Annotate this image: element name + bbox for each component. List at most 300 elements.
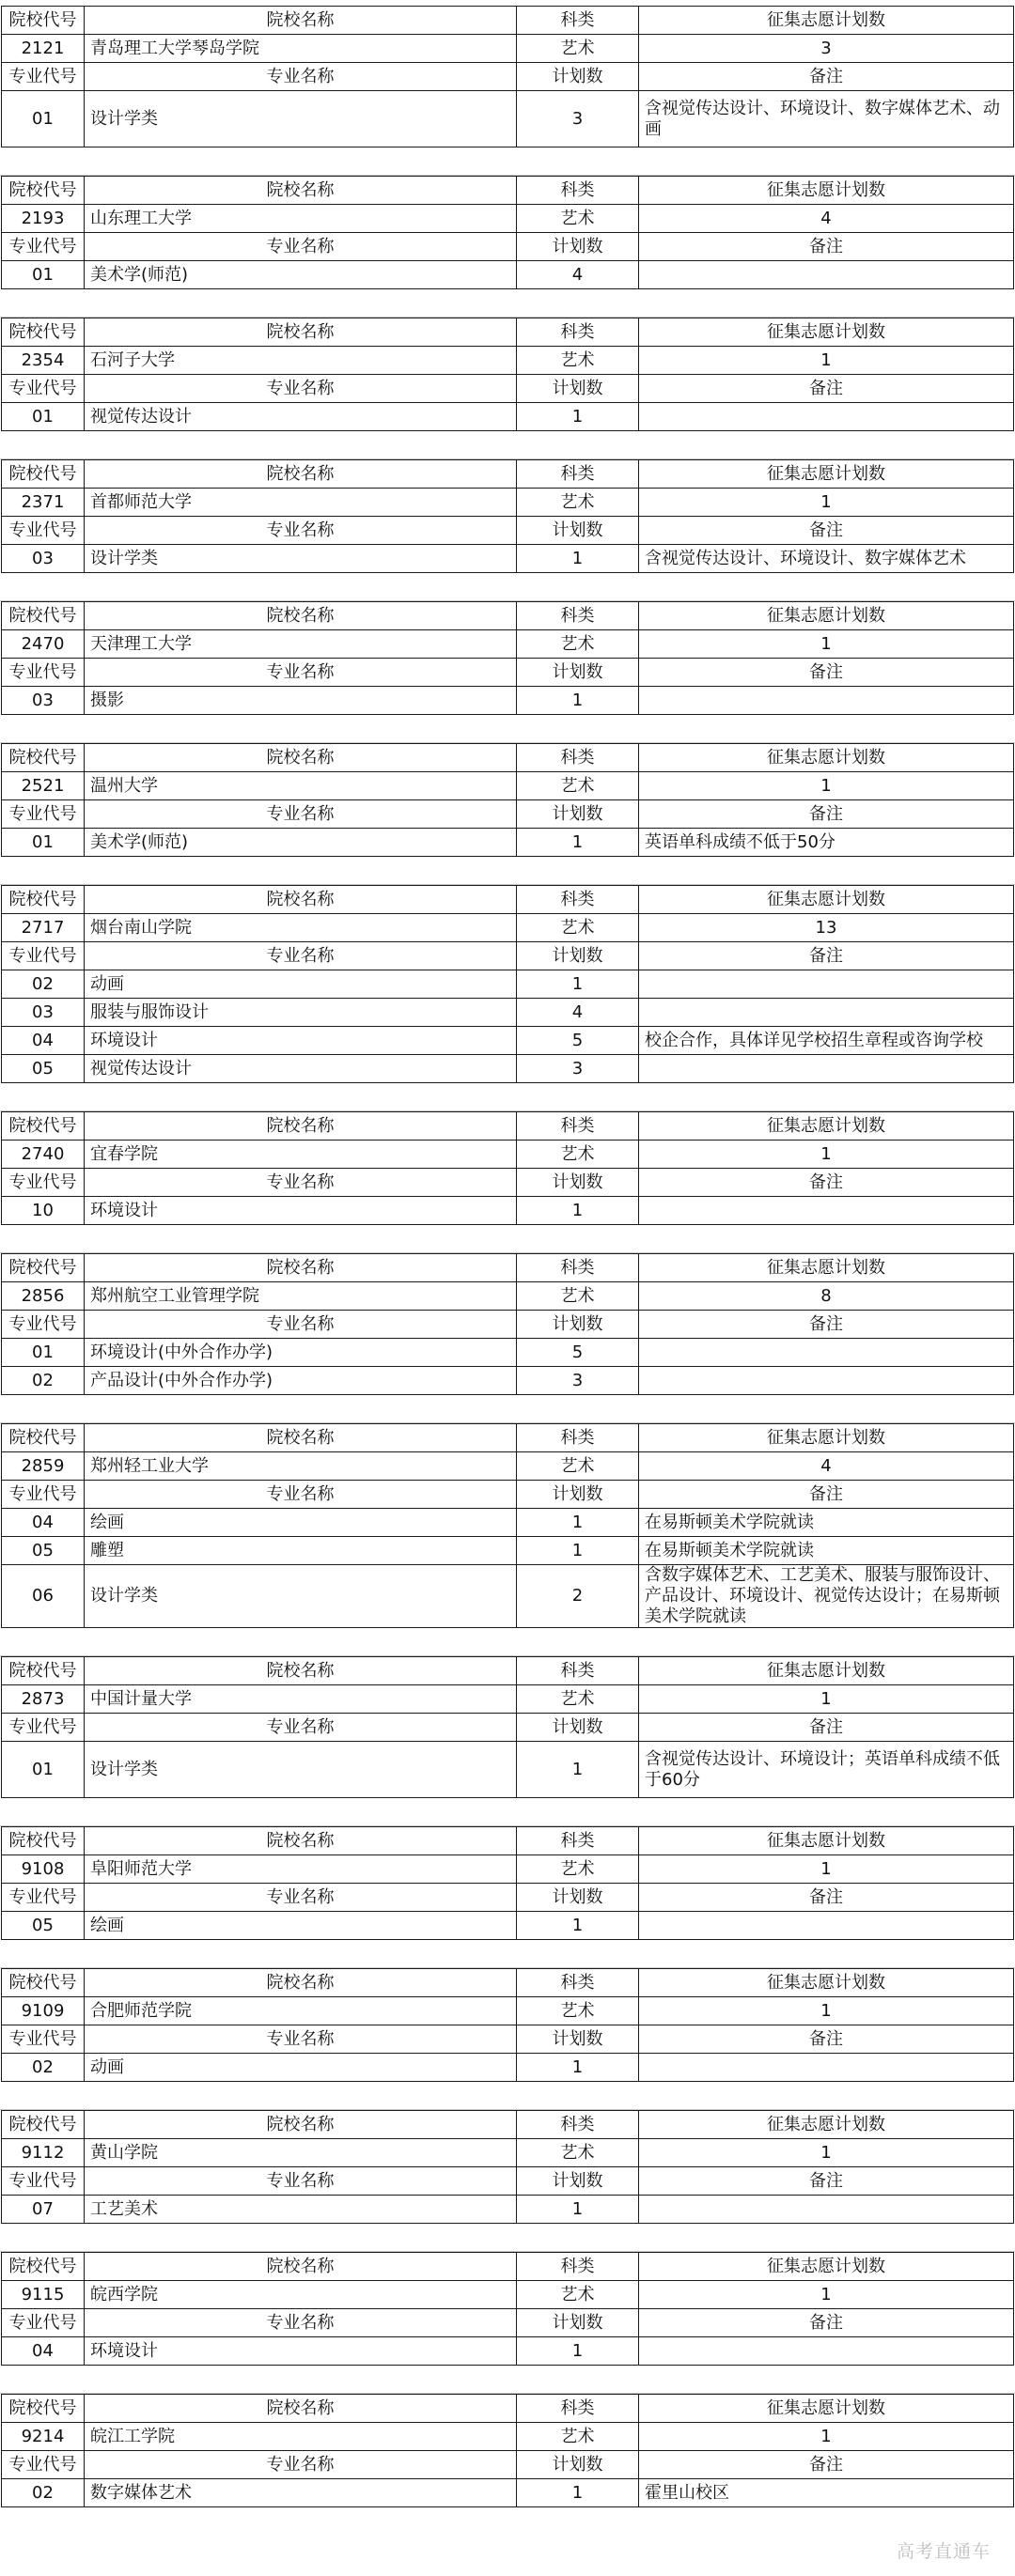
major-header-row [2, 517, 1014, 545]
school-row [2, 2281, 1014, 2309]
header-major-code: 专业代号 [2, 1884, 85, 1912]
major-note [639, 1055, 1014, 1083]
major-note [639, 687, 1014, 715]
school-header-row [2, 7, 1014, 35]
header-category: 科类 [517, 2253, 639, 2281]
header-school-code: 院校代号 [2, 1112, 85, 1141]
school-plan-count: 1 [639, 347, 1014, 375]
major-note: 校企合作，具体详见学校招生章程或咨询学校 [639, 1027, 1014, 1055]
header-category: 科类 [517, 1424, 639, 1452]
school-code: 9109 [2, 1997, 85, 2025]
header-plan: 计划数 [517, 375, 639, 403]
school-header-row [2, 1424, 1014, 1452]
school-row [2, 489, 1014, 517]
header-school-code: 院校代号 [2, 886, 85, 914]
major-name: 绘画 [85, 1912, 517, 1940]
header-major-name: 专业名称 [85, 2167, 517, 2196]
school-plan-count: 1 [639, 1685, 1014, 1714]
block-spacer [0, 857, 1015, 885]
major-name: 设计学类 [85, 91, 517, 147]
major-name: 视觉传达设计 [85, 403, 517, 431]
header-major-code: 专业代号 [2, 2167, 85, 2196]
school-header-row [2, 1254, 1014, 1282]
header-plan-count: 征集志愿计划数 [639, 1657, 1014, 1685]
school-plan-count: 8 [639, 1282, 1014, 1311]
header-plan: 计划数 [517, 659, 639, 687]
major-row [2, 2054, 1014, 2082]
school-name: 阜阳师范大学 [85, 1855, 517, 1884]
major-plan: 5 [517, 1339, 639, 1367]
header-note: 备注 [639, 1481, 1014, 1509]
header-plan-count: 征集志愿计划数 [639, 886, 1014, 914]
header-plan: 计划数 [517, 63, 639, 91]
major-name: 设计学类 [85, 1565, 517, 1628]
header-major-name: 专业名称 [85, 659, 517, 687]
major-note [639, 1197, 1014, 1225]
major-header-row [2, 375, 1014, 403]
school-code: 2859 [2, 1452, 85, 1481]
school-block [1, 601, 1014, 715]
major-code: 01 [2, 261, 85, 289]
header-school-code: 院校代号 [2, 744, 85, 772]
major-row [2, 829, 1014, 857]
major-plan: 3 [517, 1367, 639, 1395]
header-school-name: 院校名称 [85, 886, 517, 914]
school-block [1, 1111, 1014, 1225]
major-row [2, 1339, 1014, 1367]
school-category: 艺术 [517, 1855, 639, 1884]
header-note: 备注 [639, 63, 1014, 91]
major-header-row [2, 1884, 1014, 1912]
major-note: 含视觉传达设计、环境设计；英语单科成绩不低于60分 [639, 1742, 1014, 1798]
school-name: 青岛理工大学琴岛学院 [85, 35, 517, 63]
major-note [639, 1339, 1014, 1367]
major-note: 霍里山校区 [639, 2479, 1014, 2507]
school-header-row [2, 1969, 1014, 1997]
school-header-row [2, 1657, 1014, 1685]
school-category: 艺术 [517, 2139, 639, 2167]
major-code: 04 [2, 2337, 85, 2366]
school-category: 艺术 [517, 489, 639, 517]
block-spacer [0, 2366, 1015, 2394]
school-block [1, 743, 1014, 857]
header-plan: 计划数 [517, 1169, 639, 1197]
header-school-code: 院校代号 [2, 318, 85, 347]
major-code: 02 [2, 2054, 85, 2082]
header-plan: 计划数 [517, 1481, 639, 1509]
header-school-name: 院校名称 [85, 602, 517, 630]
major-header-row [2, 2309, 1014, 2337]
school-row [2, 2139, 1014, 2167]
school-name: 山东理工大学 [85, 205, 517, 233]
block-spacer [0, 1225, 1015, 1253]
header-major-name: 专业名称 [85, 1481, 517, 1509]
school-category: 艺术 [517, 772, 639, 800]
header-major-code: 专业代号 [2, 1169, 85, 1197]
major-note: 英语单科成绩不低于50分 [639, 829, 1014, 857]
school-plan-count: 1 [639, 2423, 1014, 2451]
header-school-name: 院校名称 [85, 318, 517, 347]
major-row [2, 1509, 1014, 1537]
major-name: 设计学类 [85, 1742, 517, 1798]
school-code: 2873 [2, 1685, 85, 1714]
major-row [2, 91, 1014, 147]
header-major-name: 专业名称 [85, 2451, 517, 2479]
major-header-row [2, 659, 1014, 687]
major-header-row [2, 1169, 1014, 1197]
header-major-name: 专业名称 [85, 1884, 517, 1912]
school-block [1, 1423, 1014, 1628]
major-row [2, 2479, 1014, 2507]
school-row [2, 630, 1014, 659]
school-row [2, 35, 1014, 63]
major-row [2, 1537, 1014, 1565]
major-note [639, 1912, 1014, 1940]
header-major-name: 专业名称 [85, 517, 517, 545]
major-code: 03 [2, 687, 85, 715]
header-category: 科类 [517, 7, 639, 35]
major-code: 03 [2, 545, 85, 573]
major-name: 环境设计 [85, 1027, 517, 1055]
header-plan-count: 征集志愿计划数 [639, 460, 1014, 489]
major-plan: 1 [517, 687, 639, 715]
header-note: 备注 [639, 2309, 1014, 2337]
school-name: 黄山学院 [85, 2139, 517, 2167]
major-note [639, 2196, 1014, 2224]
major-code: 03 [2, 999, 85, 1027]
header-plan: 计划数 [517, 942, 639, 970]
header-major-name: 专业名称 [85, 800, 517, 829]
school-row [2, 347, 1014, 375]
school-code: 9214 [2, 2423, 85, 2451]
major-row [2, 1055, 1014, 1083]
school-name: 皖江工学院 [85, 2423, 517, 2451]
block-spacer [0, 1798, 1015, 1826]
major-plan: 1 [517, 1912, 639, 1940]
major-name: 绘画 [85, 1509, 517, 1537]
school-header-row [2, 744, 1014, 772]
header-major-code: 专业代号 [2, 800, 85, 829]
header-plan: 计划数 [517, 800, 639, 829]
school-row [2, 2423, 1014, 2451]
school-plan-count: 1 [639, 2281, 1014, 2309]
school-name: 石河子大学 [85, 347, 517, 375]
header-category: 科类 [517, 744, 639, 772]
header-school-name: 院校名称 [85, 1969, 517, 1997]
header-school-name: 院校名称 [85, 460, 517, 489]
major-row [2, 1197, 1014, 1225]
school-plan-count: 1 [639, 2139, 1014, 2167]
major-plan: 4 [517, 999, 639, 1027]
header-category: 科类 [517, 1969, 639, 1997]
header-major-code: 专业代号 [2, 63, 85, 91]
header-major-code: 专业代号 [2, 1481, 85, 1509]
school-name: 郑州航空工业管理学院 [85, 1282, 517, 1311]
school-code: 2856 [2, 1282, 85, 1311]
header-plan-count: 征集志愿计划数 [639, 1424, 1014, 1452]
header-note: 备注 [639, 2025, 1014, 2054]
major-code: 01 [2, 829, 85, 857]
school-name: 宜春学院 [85, 1141, 517, 1169]
school-name: 合肥师范学院 [85, 1997, 517, 2025]
header-major-name: 专业名称 [85, 2025, 517, 2054]
school-category: 艺术 [517, 1997, 639, 2025]
header-category: 科类 [517, 177, 639, 205]
header-major-name: 专业名称 [85, 233, 517, 261]
school-header-row [2, 1112, 1014, 1141]
header-plan-count: 征集志愿计划数 [639, 1827, 1014, 1855]
major-header-row [2, 800, 1014, 829]
header-school-name: 院校名称 [85, 1657, 517, 1685]
major-code: 01 [2, 1742, 85, 1798]
major-plan: 1 [517, 1537, 639, 1565]
header-plan-count: 征集志愿计划数 [639, 177, 1014, 205]
header-plan: 计划数 [517, 1714, 639, 1742]
block-spacer [0, 573, 1015, 601]
school-name: 温州大学 [85, 772, 517, 800]
school-block [1, 2252, 1014, 2366]
header-major-name: 专业名称 [85, 942, 517, 970]
header-school-name: 院校名称 [85, 744, 517, 772]
school-plan-count: 4 [639, 205, 1014, 233]
major-row [2, 970, 1014, 999]
header-school-name: 院校名称 [85, 1827, 517, 1855]
header-plan-count: 征集志愿计划数 [639, 2111, 1014, 2139]
header-school-name: 院校名称 [85, 1254, 517, 1282]
school-plan-count: 1 [639, 630, 1014, 659]
school-category: 艺术 [517, 630, 639, 659]
header-school-name: 院校名称 [85, 1112, 517, 1141]
school-header-row [2, 2111, 1014, 2139]
header-major-code: 专业代号 [2, 517, 85, 545]
school-block [1, 1968, 1014, 2082]
header-note: 备注 [639, 1169, 1014, 1197]
major-name: 美术学(师范) [85, 829, 517, 857]
major-code: 07 [2, 2196, 85, 2224]
major-header-row [2, 2025, 1014, 2054]
major-header-row [2, 63, 1014, 91]
major-code: 01 [2, 91, 85, 147]
header-note: 备注 [639, 1884, 1014, 1912]
major-header-row [2, 2451, 1014, 2479]
school-plan-count: 3 [639, 35, 1014, 63]
school-name: 天津理工大学 [85, 630, 517, 659]
major-row [2, 1367, 1014, 1395]
school-code: 9115 [2, 2281, 85, 2309]
school-code: 2717 [2, 914, 85, 942]
major-header-row [2, 1481, 1014, 1509]
block-spacer [0, 1395, 1015, 1423]
header-plan-count: 征集志愿计划数 [639, 1254, 1014, 1282]
school-header-row [2, 886, 1014, 914]
major-row [2, 545, 1014, 573]
major-plan: 1 [517, 1742, 639, 1798]
header-major-name: 专业名称 [85, 63, 517, 91]
school-row [2, 772, 1014, 800]
header-plan-count: 征集志愿计划数 [639, 1969, 1014, 1997]
header-note: 备注 [639, 1311, 1014, 1339]
school-header-row [2, 602, 1014, 630]
major-code: 02 [2, 970, 85, 999]
header-plan: 计划数 [517, 2451, 639, 2479]
school-block [1, 6, 1014, 147]
major-name: 雕塑 [85, 1537, 517, 1565]
header-major-name: 专业名称 [85, 2309, 517, 2337]
header-plan: 计划数 [517, 2025, 639, 2054]
major-code: 02 [2, 1367, 85, 1395]
header-note: 备注 [639, 2167, 1014, 2196]
school-category: 艺术 [517, 2423, 639, 2451]
header-note: 备注 [639, 942, 1014, 970]
major-plan: 1 [517, 545, 639, 573]
major-note: 含视觉传达设计、环境设计、数字媒体艺术、动画 [639, 91, 1014, 147]
block-spacer [0, 2082, 1015, 2110]
header-school-code: 院校代号 [2, 177, 85, 205]
major-name: 工艺美术 [85, 2196, 517, 2224]
block-spacer [0, 431, 1015, 459]
header-plan-count: 征集志愿计划数 [639, 1112, 1014, 1141]
school-row [2, 1685, 1014, 1714]
header-school-name: 院校名称 [85, 177, 517, 205]
school-category: 艺术 [517, 1685, 639, 1714]
header-school-name: 院校名称 [85, 1424, 517, 1452]
major-row [2, 2337, 1014, 2366]
header-major-code: 专业代号 [2, 2309, 85, 2337]
header-plan-count: 征集志愿计划数 [639, 2395, 1014, 2423]
major-code: 04 [2, 1027, 85, 1055]
header-category: 科类 [517, 886, 639, 914]
school-header-row [2, 318, 1014, 347]
major-note [639, 970, 1014, 999]
school-block [1, 1826, 1014, 1940]
header-major-name: 专业名称 [85, 1169, 517, 1197]
school-category: 艺术 [517, 1452, 639, 1481]
school-block [1, 176, 1014, 289]
school-category: 艺术 [517, 2281, 639, 2309]
header-major-code: 专业代号 [2, 2451, 85, 2479]
school-code: 2470 [2, 630, 85, 659]
header-school-code: 院校代号 [2, 602, 85, 630]
header-school-code: 院校代号 [2, 1424, 85, 1452]
header-plan: 计划数 [517, 233, 639, 261]
school-name: 郑州轻工业大学 [85, 1452, 517, 1481]
major-header-row [2, 942, 1014, 970]
major-note: 含数字媒体艺术、工艺美术、服装与服饰设计、产品设计、环境设计、视觉传达设计；在易斯顿美术学院就读 [639, 1565, 1014, 1628]
major-name: 数字媒体艺术 [85, 2479, 517, 2507]
header-note: 备注 [639, 517, 1014, 545]
school-block [1, 459, 1014, 573]
major-row [2, 1742, 1014, 1798]
header-major-name: 专业名称 [85, 375, 517, 403]
major-header-row [2, 233, 1014, 261]
header-major-code: 专业代号 [2, 942, 85, 970]
major-name: 环境设计 [85, 2337, 517, 2366]
school-block [1, 1253, 1014, 1395]
school-code: 2371 [2, 489, 85, 517]
header-category: 科类 [517, 602, 639, 630]
major-plan: 5 [517, 1027, 639, 1055]
major-name: 摄影 [85, 687, 517, 715]
header-plan: 计划数 [517, 2309, 639, 2337]
school-category: 艺术 [517, 914, 639, 942]
major-code: 05 [2, 1912, 85, 1940]
school-plan-count: 13 [639, 914, 1014, 942]
major-name: 产品设计(中外合作办学) [85, 1367, 517, 1395]
major-note: 含视觉传达设计、环境设计、数字媒体艺术 [639, 545, 1014, 573]
major-row [2, 261, 1014, 289]
major-code: 05 [2, 1055, 85, 1083]
header-school-name: 院校名称 [85, 7, 517, 35]
header-school-code: 院校代号 [2, 460, 85, 489]
school-category: 艺术 [517, 347, 639, 375]
major-note [639, 403, 1014, 431]
major-note [639, 261, 1014, 289]
major-code: 01 [2, 1339, 85, 1367]
school-code: 9112 [2, 2139, 85, 2167]
school-plan-count: 4 [639, 1452, 1014, 1481]
major-code: 02 [2, 2479, 85, 2507]
major-row [2, 403, 1014, 431]
school-row [2, 1997, 1014, 2025]
school-row [2, 205, 1014, 233]
major-note [639, 2054, 1014, 2082]
header-plan-count: 征集志愿计划数 [639, 602, 1014, 630]
header-category: 科类 [517, 1112, 639, 1141]
block-spacer [0, 1083, 1015, 1111]
school-category: 艺术 [517, 1141, 639, 1169]
school-header-row [2, 177, 1014, 205]
header-plan: 计划数 [517, 517, 639, 545]
header-plan-count: 征集志愿计划数 [639, 7, 1014, 35]
block-spacer [0, 1940, 1015, 1968]
header-note: 备注 [639, 233, 1014, 261]
major-note [639, 999, 1014, 1027]
school-name: 皖西学院 [85, 2281, 517, 2309]
school-code: 2121 [2, 35, 85, 63]
header-note: 备注 [639, 659, 1014, 687]
header-school-name: 院校名称 [85, 2111, 517, 2139]
school-header-row [2, 460, 1014, 489]
school-header-row [2, 2395, 1014, 2423]
school-category: 艺术 [517, 205, 639, 233]
major-name: 动画 [85, 970, 517, 999]
header-school-name: 院校名称 [85, 2395, 517, 2423]
school-code: 2354 [2, 347, 85, 375]
school-code: 9108 [2, 1855, 85, 1884]
major-code: 05 [2, 1537, 85, 1565]
header-plan: 计划数 [517, 2167, 639, 2196]
header-plan-count: 征集志愿计划数 [639, 318, 1014, 347]
header-major-code: 专业代号 [2, 2025, 85, 2054]
header-note: 备注 [639, 800, 1014, 829]
header-major-code: 专业代号 [2, 1714, 85, 1742]
major-row [2, 1565, 1014, 1628]
header-school-code: 院校代号 [2, 2111, 85, 2139]
major-plan: 3 [517, 91, 639, 147]
school-code: 2740 [2, 1141, 85, 1169]
header-school-code: 院校代号 [2, 1657, 85, 1685]
header-category: 科类 [517, 1657, 639, 1685]
major-row [2, 687, 1014, 715]
header-category: 科类 [517, 460, 639, 489]
major-row [2, 1027, 1014, 1055]
school-block [1, 318, 1014, 431]
header-school-code: 院校代号 [2, 7, 85, 35]
header-plan-count: 征集志愿计划数 [639, 744, 1014, 772]
major-name: 动画 [85, 2054, 517, 2082]
header-note: 备注 [639, 2451, 1014, 2479]
admission-plan-sheet [0, 6, 1015, 2507]
